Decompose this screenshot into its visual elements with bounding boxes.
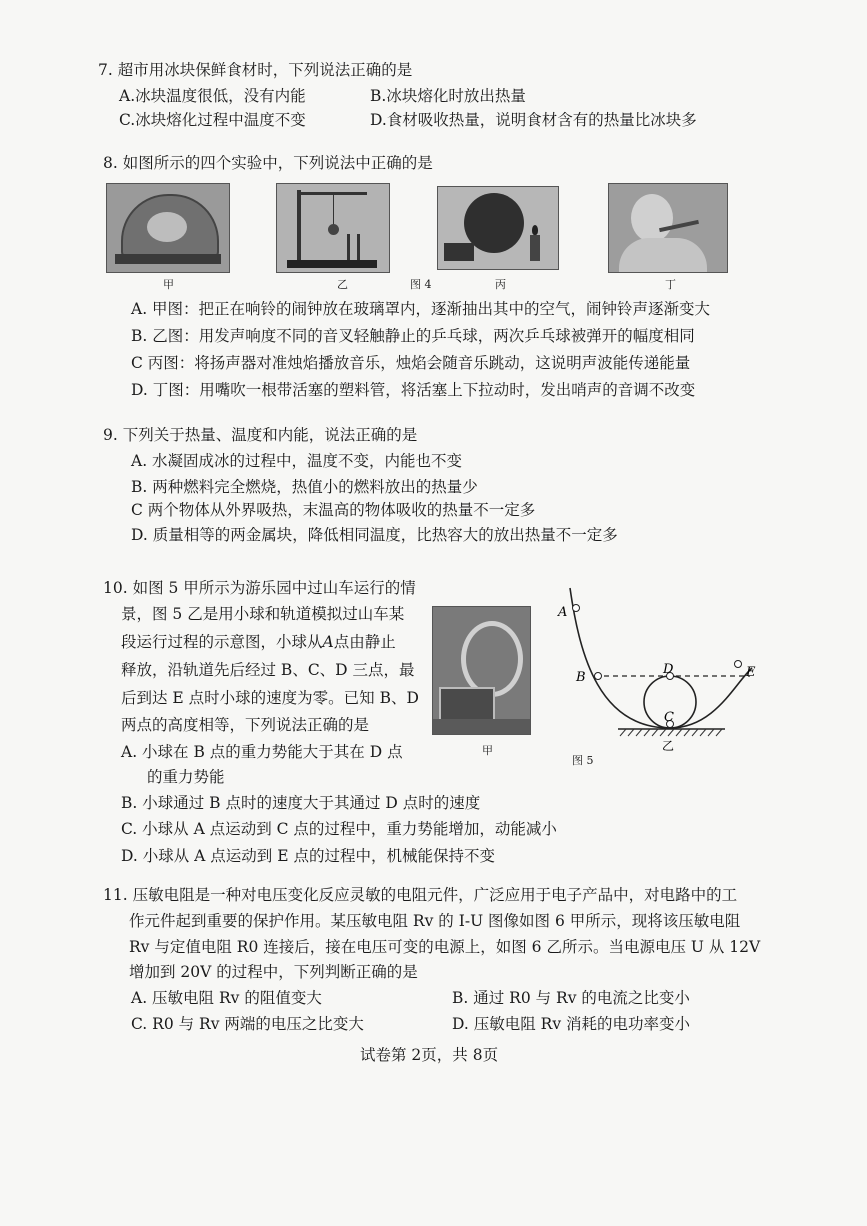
fig5-track-diagram (550, 578, 770, 768)
track-curve (570, 588, 752, 728)
whistle-tube-photo (608, 183, 728, 273)
q10-line-4: 释放，沿轨道先后经过 B、C、D 三点，最 (121, 661, 415, 679)
q7-option-d: D.食材吸收热量，说明食材含有的热量比冰块多 (370, 111, 697, 129)
q10-line-1: 10. 如图 5 甲所示为游乐园中过山车运行的情 (103, 579, 416, 597)
q10-line-5: 后到达 E 点时小球的速度为零。已知 B、D (121, 689, 419, 707)
q11-option-a: A. 压敏电阻 Rv 的阻值变大 (131, 989, 322, 1007)
fig4-caption-jia: 甲 (163, 278, 174, 291)
ball-e (735, 661, 742, 668)
q10-option-d: D. 小球从 A 点运动到 E 点的过程中，机械能保持不变 (121, 847, 495, 865)
q9-option-c: C 两个物体从外界吸热，末温高的物体吸收的热量不一定多 (131, 501, 536, 519)
q8-option-b: B. 乙图：用发声响度不同的音叉轻触静止的乒乓球，两次乒乓球被弹开的幅度相同 (131, 327, 695, 345)
point-label-e: E (746, 665, 756, 680)
fig4-caption-bing: 丙 (495, 278, 506, 291)
point-label-c: C (664, 710, 674, 725)
tuning-fork-pingpong-photo (276, 183, 390, 273)
point-label-b: B (576, 670, 586, 685)
q9-option-b: B. 两种燃料完全燃烧，热值小的燃料放出的热量少 (131, 478, 478, 496)
roller-coaster-photo (432, 606, 531, 735)
q11-line-2: 作元件起到重要的保护作用。某压敏电阻 Rv 的 I-U 图像如图 6 甲所示，现将该压敏电阻 (129, 912, 741, 930)
q9-option-d: D. 质量相等的两金属块，降低相同温度，比热容大的放出热量不一定多 (131, 526, 618, 544)
q10-option-a-line-1: A. 小球在 B 点的重力势能大于其在 D 点 (121, 743, 403, 761)
alarm-clock-bell-jar-photo (106, 183, 230, 273)
q11-line-1: 11. 压敏电阻是一种对电压变化反应灵敏的电阻元件，广泛应用于电子产品中，对电路中的工 (103, 886, 738, 904)
q7-option-c: C.冰块熔化过程中温度不变 (119, 111, 306, 129)
q10-line-6: 两点的高度相等，下列说法正确的是 (121, 716, 370, 734)
q9-stem: 9. 下列关于热量、温度和内能，说法正确的是 (103, 426, 418, 444)
point-label-d: D (663, 662, 674, 677)
q7-option-b: B.冰块熔化时放出热量 (370, 87, 526, 105)
point-label-a: A (558, 605, 568, 620)
q10-option-b: B. 小球通过 B 点时的速度大于其通过 D 点时的速度 (121, 794, 481, 812)
q7-option-a: A.冰块温度很低，没有内能 (119, 87, 306, 105)
q8-option-c: C 丙图：将扬声器对准烛焰播放音乐，烛焰会随音乐跳动，这说明声波能传递能量 (131, 354, 691, 372)
q8-option-d: D. 丁图：用嘴吹一根带活塞的塑料管，将活塞上下拉动时，发出哨声的音调不改变 (131, 381, 696, 399)
fig4-caption-ding: 丁 (665, 278, 676, 291)
q11-option-c: C. R0 与 Rv 两端的电压之比变大 (131, 1015, 364, 1033)
q11-line-4: 增加到 20V 的过程中，下列判断正确的是 (129, 963, 418, 981)
q8-stem: 8. 如图所示的四个实验中，下列说法中正确的是 (103, 154, 433, 172)
fig5-caption-jia: 甲 (482, 744, 493, 757)
page-footer: 试卷第 2页，共 8页 (360, 1046, 499, 1064)
fig5-caption-yi: 乙 (662, 739, 675, 753)
q8-option-a: A. 甲图：把正在响铃的闹钟放在玻璃罩内，逐渐抽出其中的空气，闹钟铃声逐渐变大 (131, 300, 711, 318)
q9-option-a: A. 水凝固成冰的过程中，温度不变，内能也不变 (131, 452, 463, 470)
ball-a (573, 605, 580, 612)
q11-option-d: D. 压敏电阻 Rv 消耗的电功率变小 (452, 1015, 691, 1033)
ground-hatching (620, 729, 722, 736)
fig4-caption-yi: 乙 (337, 278, 348, 291)
q7-stem: 7. 超市用冰块保鲜食材时，下列说法正确的是 (98, 61, 413, 79)
speaker-candle-photo (437, 186, 559, 270)
q10-option-c: C. 小球从 A 点运动到 C 点的过程中，重力势能增加，动能减小 (121, 820, 557, 838)
ball-b (595, 673, 602, 680)
q11-option-b: B. 通过 R0 与 Rv 的电流之比变小 (452, 989, 690, 1007)
fig5-caption-title: 图 5 (572, 754, 594, 767)
q10-option-a-line-2: 的重力势能 (147, 768, 225, 786)
q10-line-3: 段运行过程的示意图，小球从A点由静止 (121, 633, 396, 651)
q10-line-2: 景，图 5 乙是用小球和轨道模拟过山车某 (121, 605, 405, 623)
q11-line-3: Rv 与定值电阻 R0 连接后，接在电压可变的电源上，如图 6 乙所示。当电源电压 U 从 12V (129, 938, 761, 956)
fig4-caption-title: 图 4 (410, 278, 432, 291)
